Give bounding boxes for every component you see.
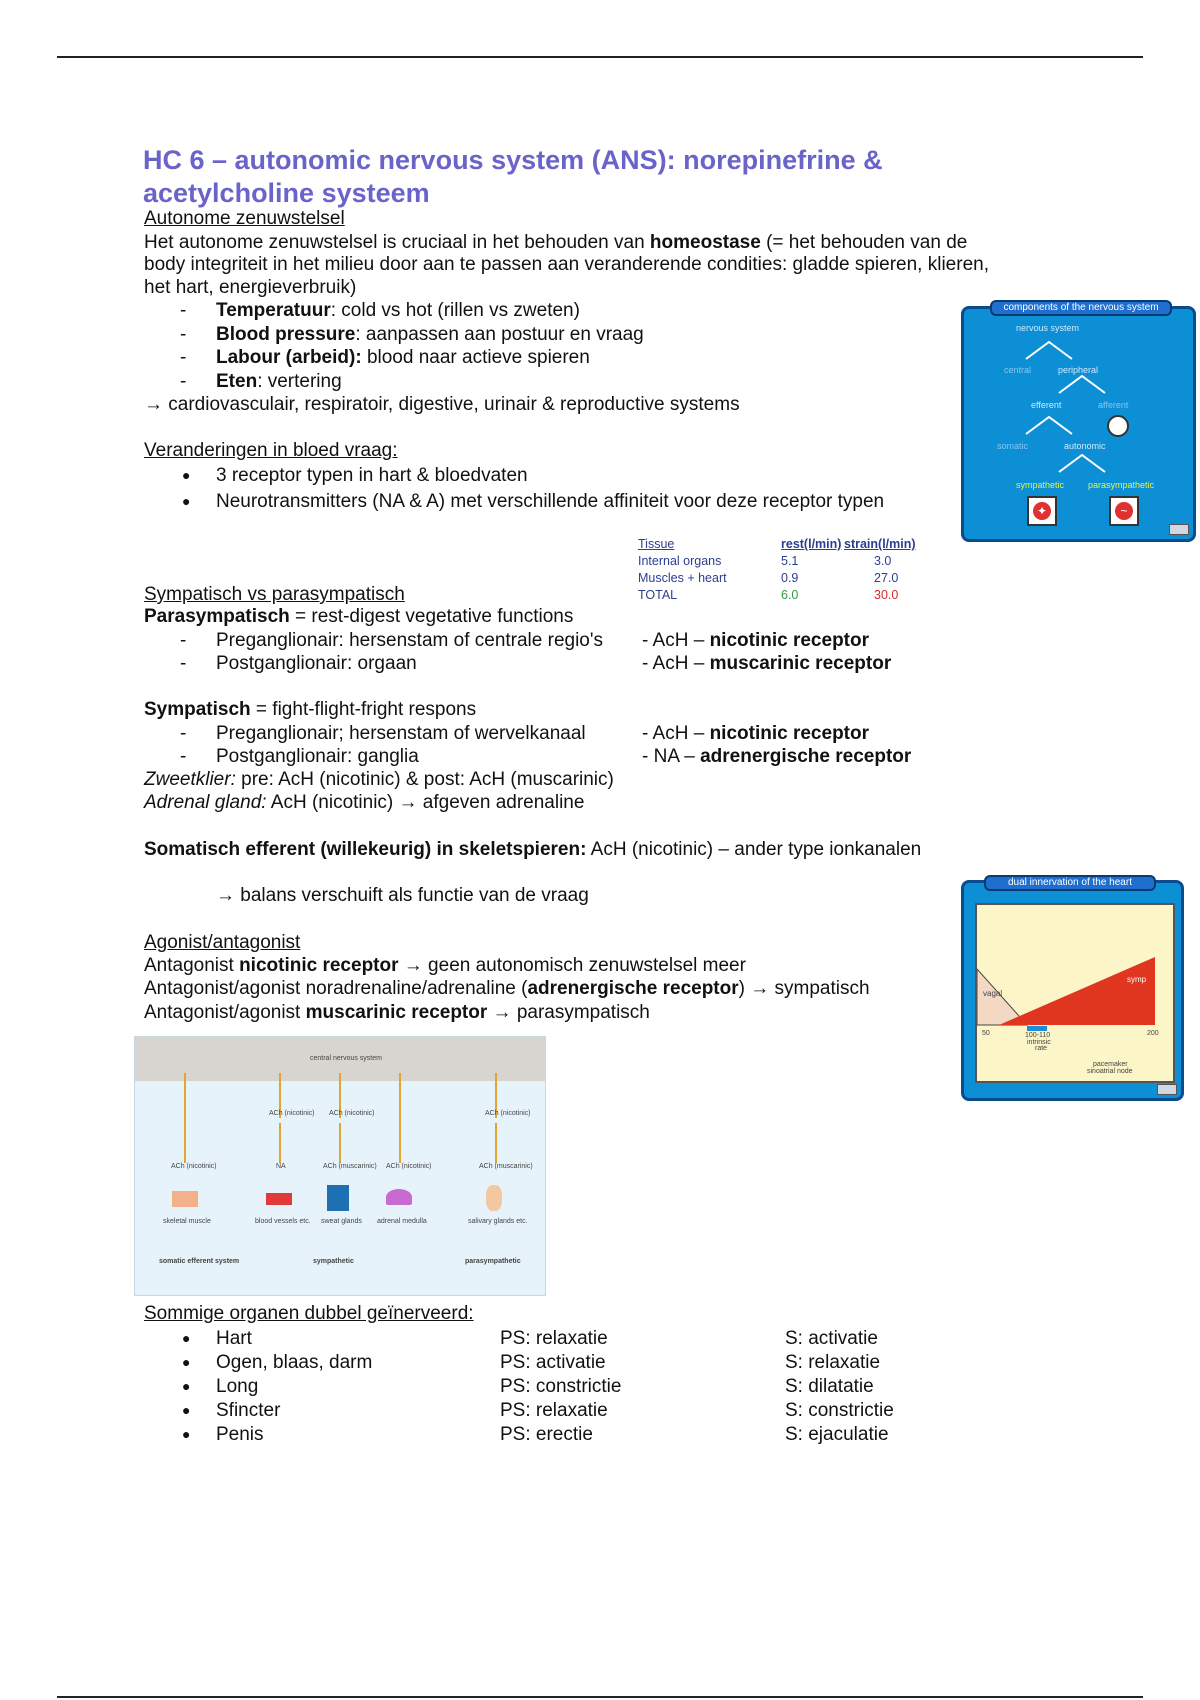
top-rule xyxy=(57,56,1143,58)
group-label: sympathetic xyxy=(313,1258,354,1265)
sympatisch-line: Sympatisch = fight-flight-fright respons xyxy=(144,699,477,720)
label-top: ACh (nicotinic) xyxy=(329,1110,375,1117)
label-rate: rate xyxy=(1035,1045,1048,1052)
list-item: Postganglionair: ganglia xyxy=(216,746,419,767)
neuron-line xyxy=(279,1123,281,1163)
corner-logo-icon xyxy=(1157,1084,1177,1095)
section-heading-sympatisch: Sympatisch vs parasympatisch xyxy=(144,584,405,605)
label-mid: ACh (nicotinic) xyxy=(386,1163,432,1170)
tree-lines xyxy=(964,309,1193,539)
page-title: HC 6 – autonomic nervous system (ANS): norepinefrine & acetylcholine systeem xyxy=(143,145,883,208)
intro-line-3: het hart, energieverbruik) xyxy=(144,277,357,298)
cns-label: central nervous system xyxy=(310,1055,382,1062)
bullet-dot: ● xyxy=(182,1330,191,1346)
neuron-line xyxy=(495,1123,497,1163)
dash-bullet: - xyxy=(180,653,187,674)
intrinsic-rate-marker xyxy=(1027,1026,1047,1031)
dual-ps: PS: relaxatie xyxy=(500,1328,608,1349)
heart-rate-plot xyxy=(977,905,1173,1081)
section-heading-autonome: Autonome zenuwstelsel xyxy=(144,208,345,229)
list-item: Preganglionair: hersenstam of centrale regio's xyxy=(216,630,604,651)
heart-innervation-figure xyxy=(961,877,1184,1101)
label-mid: ACh (muscarinic) xyxy=(479,1163,533,1170)
label-top: ACh (nicotinic) xyxy=(485,1110,531,1117)
organ-label: blood vessels etc. xyxy=(255,1218,311,1225)
dual-ps: PS: relaxatie xyxy=(500,1400,608,1421)
bullet-dot: ● xyxy=(182,467,191,483)
list-item: Preganglionair; hersenstam of wervelkanaal xyxy=(216,723,586,744)
agonist-line-3: Antagonist/agonist muscarinic receptor → parasympatisch xyxy=(144,1002,650,1023)
dual-s: S: relaxatie xyxy=(785,1352,881,1373)
intro-bold: homeostase xyxy=(649,232,761,253)
organ-label: sweat glands xyxy=(321,1218,362,1225)
label-mid: ACh (muscarinic) xyxy=(323,1163,377,1170)
dual-s: S: constrictie xyxy=(785,1400,894,1421)
tick-50: 50 xyxy=(982,1030,990,1037)
table-cell: Internal organs xyxy=(638,554,722,568)
dual-organ: Hart xyxy=(216,1328,252,1349)
bullet-dot: ● xyxy=(182,1426,191,1442)
adrenal-icon xyxy=(386,1189,412,1205)
dash-bullet: - xyxy=(180,371,187,392)
neuron-line xyxy=(399,1073,401,1163)
parasympatisch-line: Parasympatisch = rest-digest vegetative functions xyxy=(144,606,574,627)
dash-bullet: - xyxy=(180,347,187,368)
group-label: somatic efferent system xyxy=(159,1258,240,1265)
receptor-label: - AcH – nicotinic receptor xyxy=(642,723,869,744)
chart-panel xyxy=(975,903,1175,1083)
systems-arrow-line: → cardiovasculair, respiratoir, digestive, urinair & reproductive systems xyxy=(144,394,740,415)
intro-text: Het autonome zenuwstelsel is cruciaal in het behouden van xyxy=(144,232,650,253)
somatisch-line: Somatisch efferent (willekeurig) in skeletspieren: AcH (nicotinic) – ander type ionkanalen xyxy=(144,839,922,860)
tick-200: 200 xyxy=(1147,1030,1159,1037)
agonist-line-1: Antagonist nicotinic receptor → geen autonomisch zenuwstelsel meer xyxy=(144,955,746,976)
list-item: Blood pressure: aanpassen aan postuur en vraag xyxy=(216,324,644,345)
balans-line: → balans verschuift als functie van de vraag xyxy=(216,885,589,906)
label-pacemaker: pacemaker xyxy=(1093,1061,1128,1068)
salivary-gland-icon xyxy=(486,1185,502,1211)
dual-s: S: dilatatie xyxy=(785,1376,874,1397)
label-sympathetic: sympathetic xyxy=(1016,480,1065,490)
label-peripheral: peripheral xyxy=(1058,365,1099,375)
dual-ps: PS: activatie xyxy=(500,1352,606,1373)
list-item: 3 receptor typen in hart & bloedvaten xyxy=(216,465,528,486)
sleep-icon: ~ xyxy=(1109,496,1139,526)
table-cell: 0.9 xyxy=(781,571,799,585)
label-top: ACh (nicotinic) xyxy=(269,1110,315,1117)
tick-100-110: 100-110 xyxy=(1025,1032,1051,1039)
intro-line-1 xyxy=(144,232,967,254)
dual-organ: Sfincter xyxy=(216,1400,281,1421)
label-nervous: nervous system xyxy=(1016,323,1080,333)
neuron-line xyxy=(184,1073,186,1163)
label-sinoatrial: sinoatrial node xyxy=(1087,1068,1133,1075)
label-afferent: afferent xyxy=(1098,400,1129,410)
label-mid: NA xyxy=(276,1163,286,1170)
list-item: Neurotransmitters (NA & A) met verschillende affiniteit voor deze receptor typen xyxy=(216,491,885,512)
intro-line-2: body integriteit in het milieu door aan te passen aan veranderende condities: gladde spieren, klieren, xyxy=(144,254,989,275)
section-heading-agonist: Agonist/antagonist xyxy=(144,932,301,953)
label-vagal: vagal xyxy=(983,989,1003,998)
list-item: Labour (arbeid): blood naar actieve spieren xyxy=(216,347,590,368)
dash-bullet: - xyxy=(180,723,187,744)
receptor-label: - AcH – nicotinic receptor xyxy=(642,630,869,651)
label-central: central xyxy=(1004,365,1032,375)
gauge-icon xyxy=(1107,415,1129,437)
dual-organ: Penis xyxy=(216,1424,264,1445)
list-item: Eten: vertering xyxy=(216,371,342,392)
organ-label: adrenal medulla xyxy=(377,1218,427,1225)
label-autonomic: autonomic xyxy=(1064,441,1106,451)
neuron-line xyxy=(339,1123,341,1163)
list-item: Temperatuur: cold vs hot (rillen vs zweten) xyxy=(216,300,580,321)
runner-icon: ✦ xyxy=(1027,496,1057,526)
blood-vessel-icon xyxy=(266,1193,292,1205)
dual-ps: PS: constrictie xyxy=(500,1376,622,1397)
table-header-cell: strain(l/min) xyxy=(844,537,916,551)
label-symp: symp xyxy=(1127,975,1147,984)
table-header-cell: rest(l/min) xyxy=(781,537,842,551)
organ-label: skeletal muscle xyxy=(163,1218,211,1225)
table-cell: 5.1 xyxy=(781,554,799,568)
bullet-dot: ● xyxy=(182,493,191,509)
adrenal-line: Adrenal gland: AcH (nicotinic) → afgeven adrenaline xyxy=(144,792,585,813)
table-header-cell: Tissue xyxy=(638,537,675,551)
section-heading-dubbel: Sommige organen dubbel geïnerveerd: xyxy=(144,1303,474,1324)
group-label: parasympathetic xyxy=(465,1258,521,1265)
section-heading-bloed: Veranderingen in bloed vraag: xyxy=(144,440,398,461)
dual-ps: PS: erectie xyxy=(500,1424,593,1445)
bullet-dot: ● xyxy=(182,1354,191,1370)
bullet-dot: ● xyxy=(182,1402,191,1418)
dual-s: S: activatie xyxy=(785,1328,878,1349)
label-mid: ACh (nicotinic) xyxy=(171,1163,217,1170)
table-cell: 27.0 xyxy=(874,571,899,585)
dual-s: S: ejaculatie xyxy=(785,1424,889,1445)
receptor-label: - AcH – muscarinic receptor xyxy=(642,653,892,674)
corner-logo-icon xyxy=(1169,524,1189,535)
dual-organ: Long xyxy=(216,1376,259,1397)
pathways-figure xyxy=(134,1036,546,1296)
dash-bullet: - xyxy=(180,630,187,651)
label-efferent: efferent xyxy=(1031,400,1062,410)
sweat-gland-icon xyxy=(327,1185,349,1211)
table-cell: 30.0 xyxy=(874,588,899,602)
list-item: Postganglionair: orgaan xyxy=(216,653,417,674)
label-somatic: somatic xyxy=(997,441,1029,451)
bullet-dot: ● xyxy=(182,1378,191,1394)
dual-organ: Ogen, blaas, darm xyxy=(216,1352,373,1373)
bottom-rule xyxy=(57,1696,1143,1698)
table-cell: Muscles + heart xyxy=(638,571,727,585)
intro-text-2: (= het behouden van de xyxy=(760,232,968,253)
label-parasympathetic: parasympathetic xyxy=(1088,480,1155,490)
skeletal-muscle-icon xyxy=(172,1191,198,1207)
dash-bullet: - xyxy=(180,300,187,321)
agonist-line-2: Antagonist/agonist noradrenaline/adrenaline (adrenergische receptor) → sympatisch xyxy=(144,978,870,999)
figure-tab-label: dual innervation of the heart xyxy=(984,875,1156,891)
receptor-label: - NA – adrenergische receptor xyxy=(642,746,912,767)
label-intrinsic: intrinsic xyxy=(1027,1039,1051,1046)
table-cell: 3.0 xyxy=(874,554,892,568)
table-cell: 6.0 xyxy=(781,588,799,602)
nervous-system-figure xyxy=(961,302,1196,542)
dash-bullet: - xyxy=(180,746,187,767)
zweetklier-line: Zweetklier: pre: AcH (nicotinic) & post: AcH (muscarinic) xyxy=(144,769,614,790)
figure-tab-label: components of the nervous system xyxy=(990,300,1172,316)
table-cell: TOTAL xyxy=(638,588,678,602)
organ-label: salivary glands etc. xyxy=(468,1218,528,1225)
dash-bullet: - xyxy=(180,324,187,345)
